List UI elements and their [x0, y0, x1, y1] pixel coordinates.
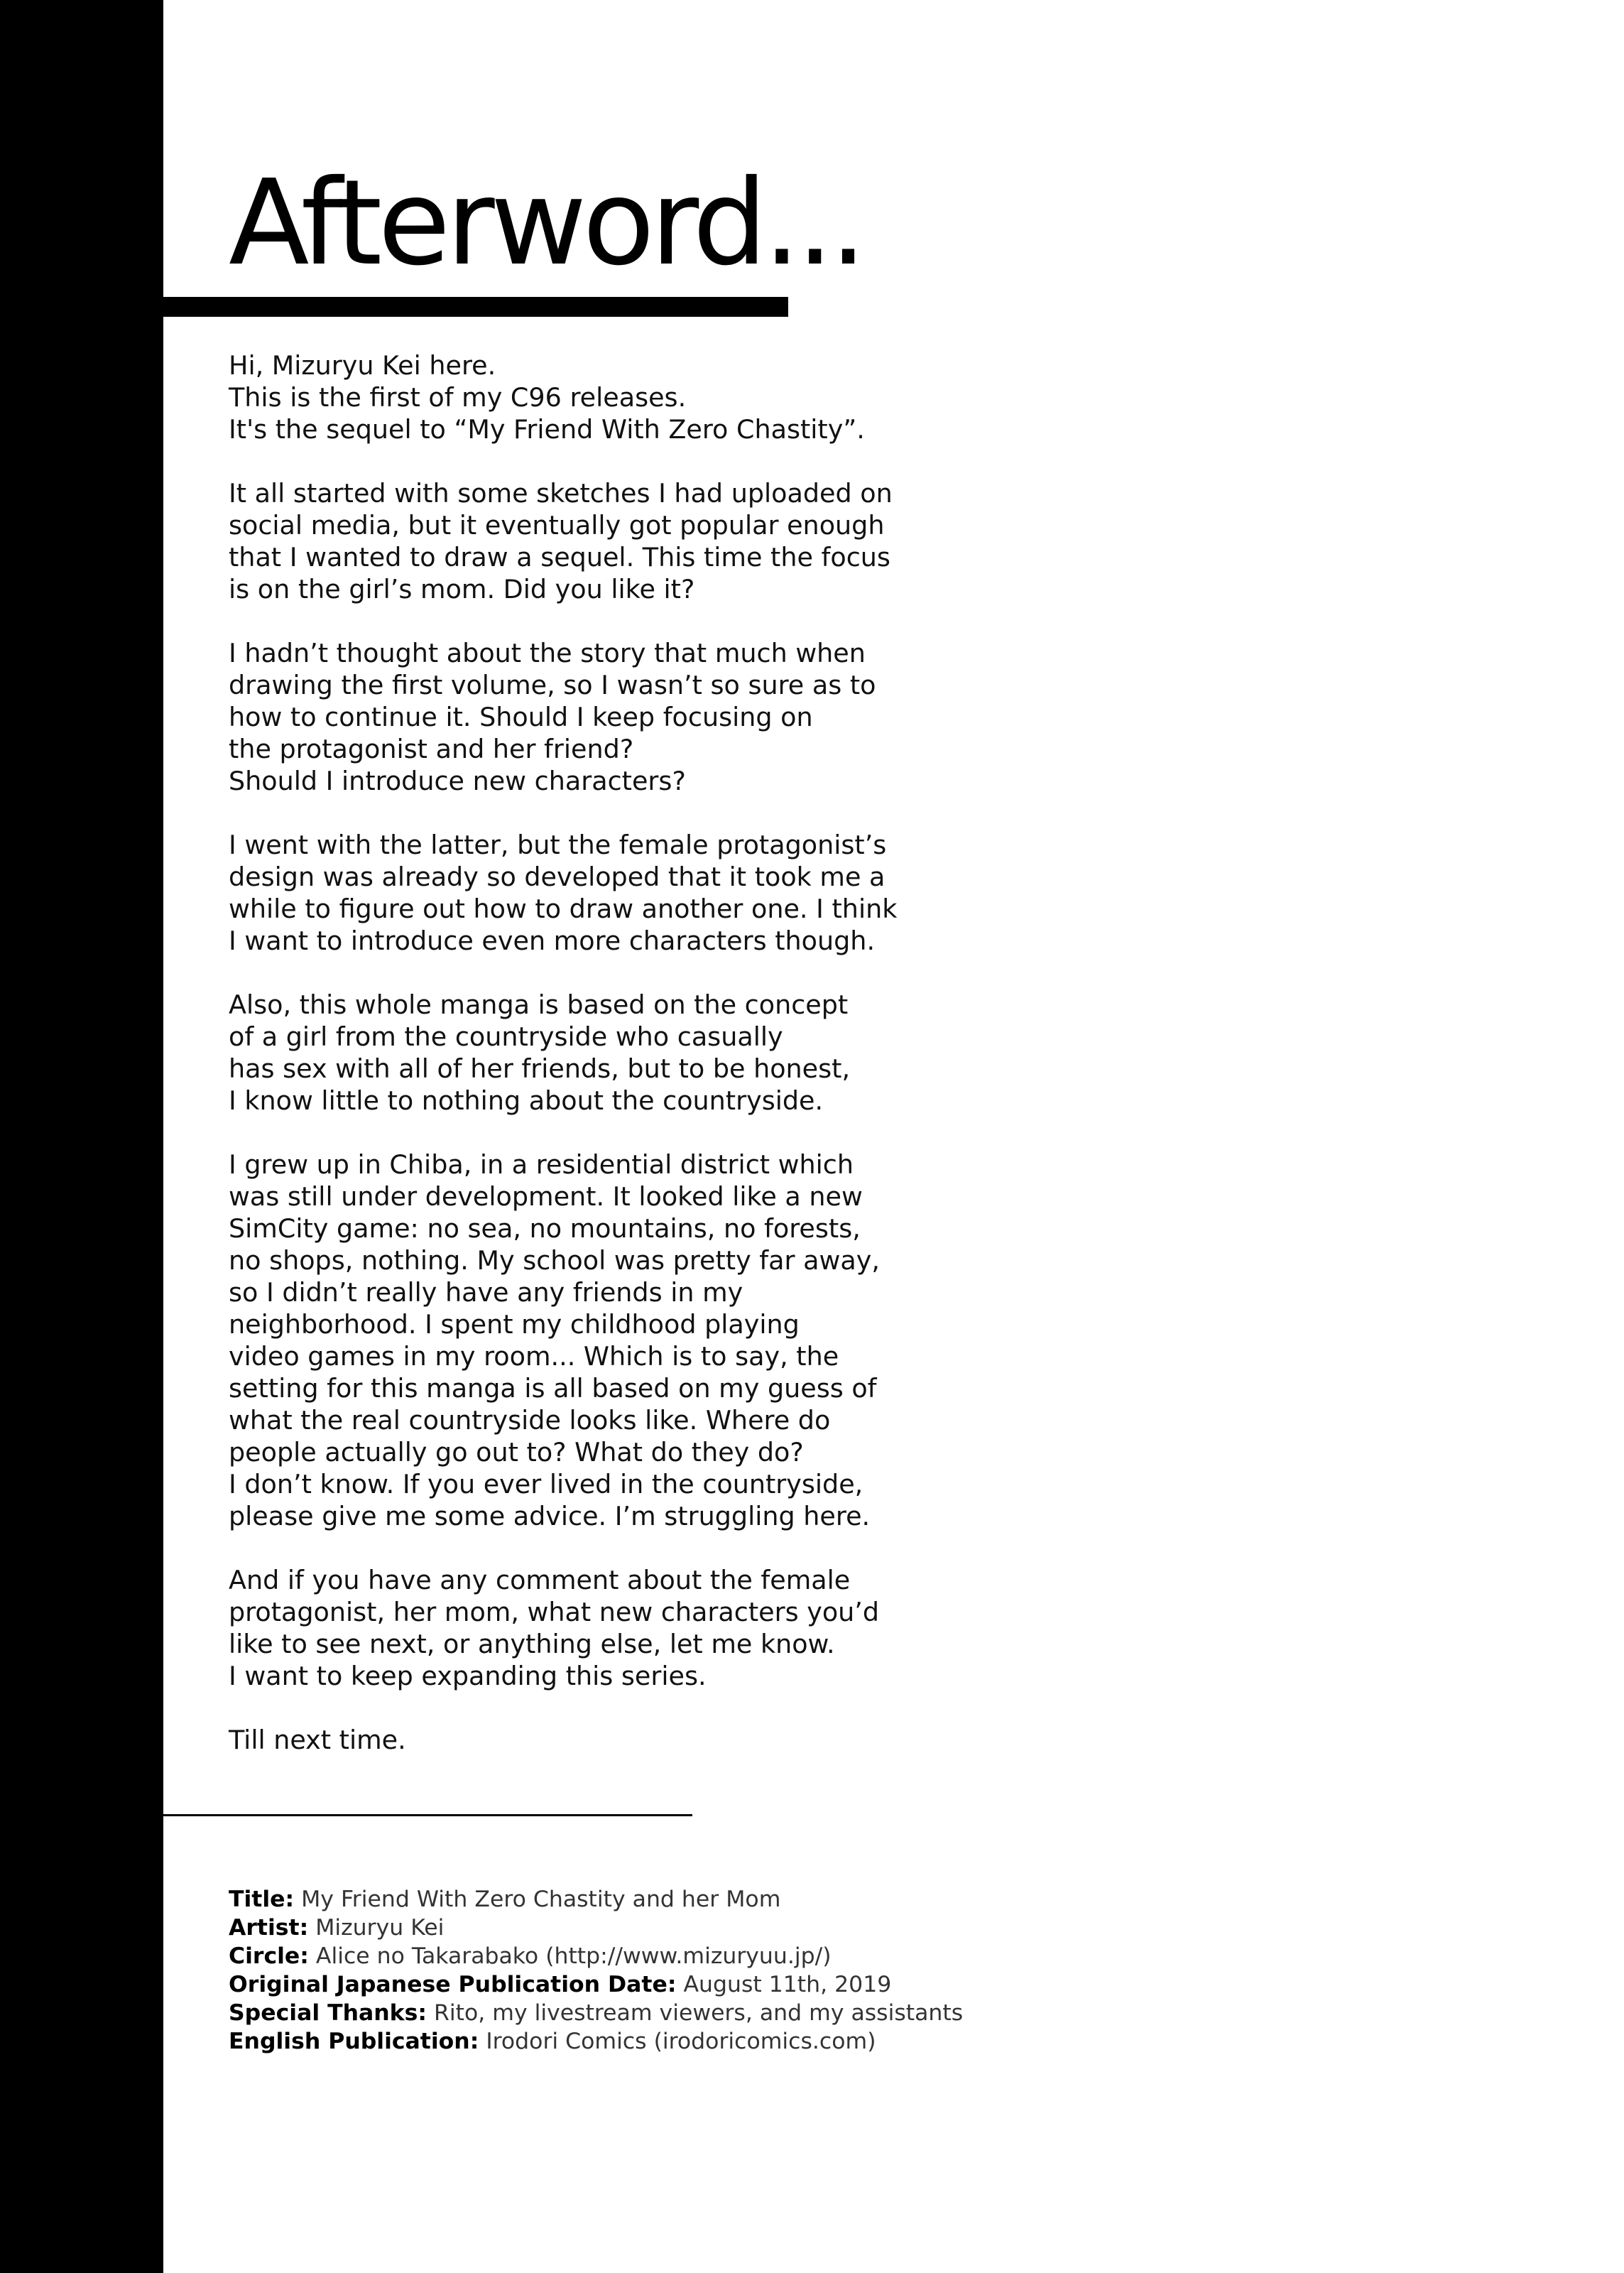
text-line: please give me some advice. I’m struggling here. — [229, 1501, 871, 1531]
credit-value: Mizuryu Kei — [315, 1915, 445, 1941]
paragraph — [229, 477, 939, 605]
text-line: And if you have any comment about the female — [229, 1565, 851, 1595]
text-line: I want to keep expanding this series. — [229, 1661, 707, 1691]
credit-label: Special Thanks: — [229, 2000, 427, 2026]
credit-label: Title: — [229, 1887, 295, 1912]
credit-value: Alice no Takarabako (http://www.mizuryuu.jp/) — [315, 1943, 832, 1969]
text-line: video games in my room... Which is to say, the — [229, 1341, 839, 1372]
credit-row-artist — [229, 1914, 1010, 1942]
text-line: Should I introduce new characters? — [229, 766, 686, 796]
text-line: the protagonist and her friend? — [229, 734, 634, 764]
credit-value: My Friend With Zero Chastity and her Mom — [301, 1887, 781, 1912]
text-line: was still under development. It looked like a new — [229, 1181, 863, 1212]
paragraph — [229, 829, 939, 957]
text-line: social media, but it eventually got popular enough — [229, 510, 885, 541]
text-line: I went with the latter, but the female protagonist’s — [229, 830, 887, 860]
text-line: I don’t know. If you ever lived in the countryside, — [229, 1469, 863, 1499]
text-line: has sex with all of her friends, but to be honest, — [229, 1053, 851, 1084]
paragraph — [229, 1564, 939, 1692]
credit-row-special-thanks — [229, 1999, 1010, 2027]
text-line: This is the first of my C96 releases. — [229, 382, 687, 413]
credit-row-title — [229, 1885, 1010, 1914]
text-line: that I wanted to draw a sequel. This time the focus — [229, 542, 890, 573]
text-line: SimCity game: no sea, no mountains, no forests, — [229, 1213, 861, 1244]
paragraph — [229, 989, 939, 1117]
page-title: Afterword... — [229, 155, 863, 292]
text-line: It's the sequel to “My Friend With Zero Chastity”. — [229, 414, 865, 445]
text-line: design was already so developed that it took me a — [229, 862, 885, 892]
text-line: setting for this manga is all based on my guess of — [229, 1373, 877, 1404]
title-underline-rule — [163, 297, 788, 317]
credit-value: August 11th, 2019 — [683, 1972, 892, 1997]
text-line: I want to introduce even more characters though. — [229, 926, 876, 956]
paragraph — [229, 1149, 939, 1532]
text-line: people actually go out to? What do they do? — [229, 1437, 804, 1468]
paragraph — [229, 349, 939, 445]
text-line: while to figure out how to draw another one. I think — [229, 894, 898, 924]
text-line: no shops, nothing. My school was pretty far away, — [229, 1245, 880, 1276]
text-line: I grew up in Chiba, in a residential district which — [229, 1149, 854, 1180]
text-line: what the real countryside looks like. Where do — [229, 1405, 831, 1436]
credit-row-publication-date — [229, 1970, 1010, 1999]
text-line: neighborhood. I spent my childhood playing — [229, 1309, 800, 1340]
text-line: I hadn’t thought about the story that much when — [229, 638, 866, 668]
text-line: of a girl from the countryside who casually — [229, 1021, 783, 1052]
credit-label: English Publication: — [229, 2029, 479, 2054]
text-line: how to continue it. Should I keep focusing on — [229, 702, 813, 732]
afterword-body — [229, 349, 939, 1788]
text-line: I know little to nothing about the countryside. — [229, 1085, 824, 1116]
credit-row-circle — [229, 1942, 1010, 1970]
text-line: so I didn’t really have any friends in my — [229, 1277, 743, 1308]
credit-row-english-publication — [229, 2027, 1010, 2056]
publication-credits — [229, 1885, 1010, 2056]
credit-label: Circle: — [229, 1943, 309, 1969]
credit-label: Artist: — [229, 1915, 309, 1941]
text-line: drawing the first volume, so I wasn’t so sure as to — [229, 670, 876, 700]
text-line: protagonist, her mom, what new characters you’d — [229, 1597, 880, 1627]
paragraph — [229, 1724, 939, 1756]
paragraph — [229, 637, 939, 797]
text-line: like to see next, or anything else, let me know. — [229, 1629, 835, 1659]
credit-value: Rito, my livestream viewers, and my assistants — [434, 2000, 964, 2026]
left-margin-bar — [0, 0, 163, 2273]
credit-value: Irodori Comics (irodoricomics.com) — [486, 2029, 876, 2054]
text-line: It all started with some sketches I had uploaded on — [229, 478, 893, 509]
text-line: Till next time. — [229, 1725, 406, 1755]
credit-label: Original Japanese Publication Date: — [229, 1972, 677, 1997]
text-line: is on the girl’s mom. Did you like it? — [229, 574, 695, 604]
text-line: Hi, Mizuryu Kei here. — [229, 350, 496, 381]
text-line: Also, this whole manga is based on the concept — [229, 989, 849, 1020]
closing-divider-rule — [163, 1814, 692, 1816]
